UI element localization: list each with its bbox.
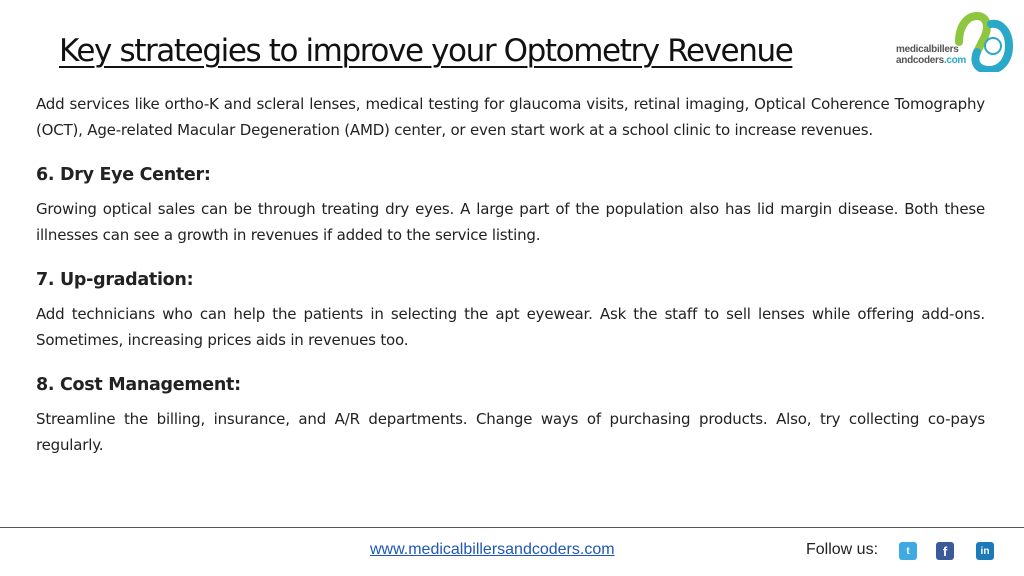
footer-divider bbox=[0, 527, 1024, 528]
logo-line-2-suffix: .com bbox=[943, 55, 967, 66]
section-heading: 8. Cost Management: bbox=[36, 375, 241, 395]
slide-title: Key strategies to improve your Optometry Revenue bbox=[59, 33, 793, 69]
section-up-gradation bbox=[36, 268, 985, 353]
twitter-icon[interactable]: t bbox=[899, 542, 917, 560]
section-heading: 6. Dry Eye Center: bbox=[36, 165, 211, 185]
company-logo-text bbox=[896, 44, 966, 66]
facebook-icon[interactable]: f bbox=[936, 542, 954, 560]
website-link[interactable]: www.medicalbillersandcoders.com bbox=[370, 541, 615, 558]
linkedin-icon[interactable]: in bbox=[976, 542, 994, 560]
section-cost-management bbox=[36, 373, 985, 458]
logo-line-2: andcoders bbox=[896, 55, 944, 66]
section-body: Add technicians who can help the patients in selecting the apt eyewear. Ask the staff to sell lenses while offering add-ons. Sometimes, increasing prices aids in revenues too. bbox=[36, 305, 985, 349]
section-heading: 7. Up-gradation: bbox=[36, 270, 194, 290]
intro-paragraph: Add services like ortho-K and scleral lenses, medical testing for glaucoma visits, retinal imaging, Optical Coherence Tomography (OCT), Age-related Macular Degeneration (AMD) center, or even start work at a school clinic to increase revenues. bbox=[36, 95, 985, 139]
slide-content bbox=[36, 91, 985, 458]
section-dry-eye-center bbox=[36, 163, 985, 248]
section-body: Streamline the billing, insurance, and A/R departments. Change ways of purchasing products. Also, try collecting co-pays regularly. bbox=[36, 410, 985, 454]
logo-line-1: medicalbillers bbox=[896, 44, 959, 55]
section-body: Growing optical sales can be through treating dry eyes. A large part of the population also has lid margin disease. Both these illnesses can see a growth in revenues if added to the service listing. bbox=[36, 200, 985, 244]
follow-us-label: Follow us: bbox=[806, 541, 879, 558]
